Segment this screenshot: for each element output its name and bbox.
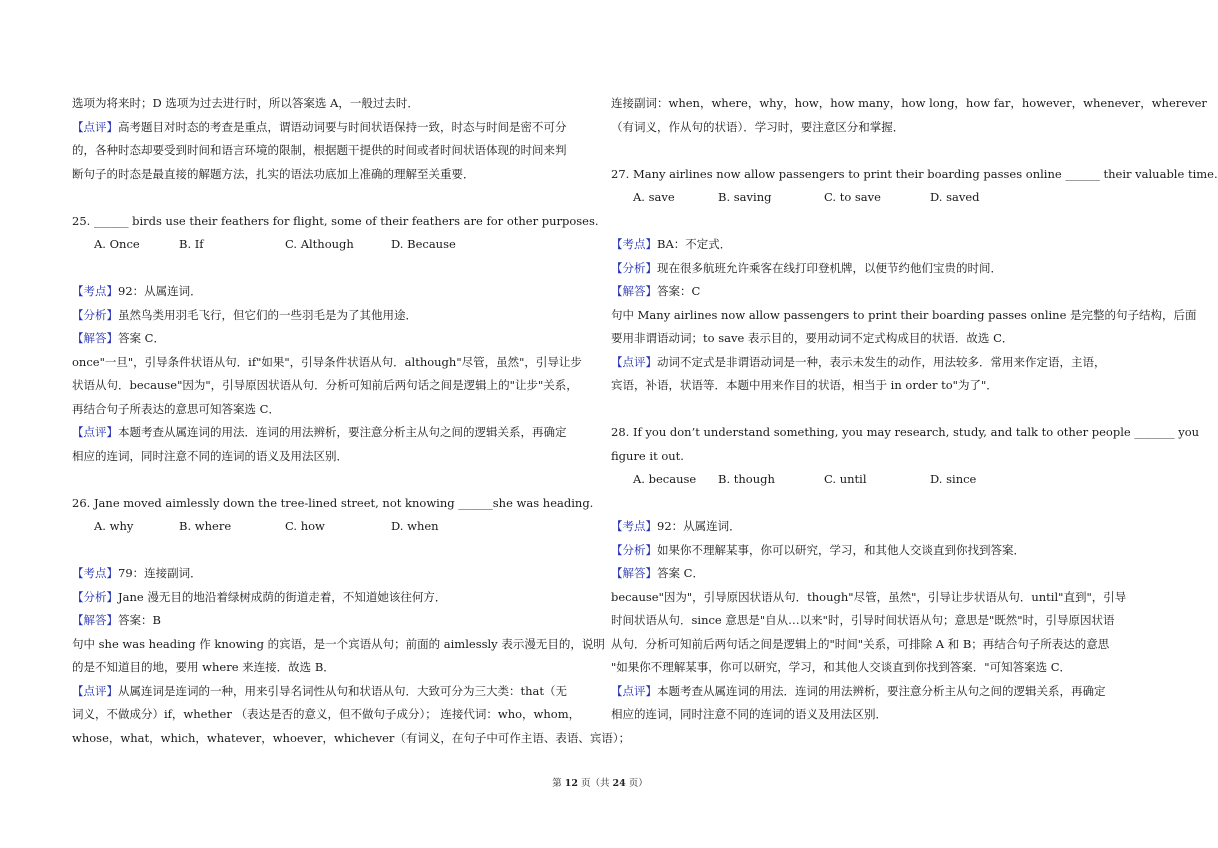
comment-tag: 【点评】	[72, 119, 118, 134]
q25-comment: 【点评】本题考查从属连词的用法．连词的用法辨析，要注意分析主从句之间的逻辑关系，再确定	[72, 425, 567, 439]
q28-answer: 【解答】答案 C．	[611, 566, 704, 580]
option-a: A. save	[633, 190, 675, 204]
q28-explanation-4: "如果你不理解某事，你可以研究，学习，和其他人交谈直到你找到答案．"可知答案选 C．	[611, 660, 1072, 674]
q27-comment-2: 宾语，补语，状语等．本题中用来作目的状语，相当于 in order to"为了"．	[611, 378, 998, 392]
q26-analysis: 【分析】Jane 漫无目的地沿着绿树成荫的街道走着，不知道她该往何方．	[72, 589, 447, 604]
q28-options	[611, 468, 1139, 492]
q28-comment: 【点评】本题考查从属连词的用法．连词的用法辨析，要注意分析主从句之间的逻辑关系，再确定	[611, 683, 1106, 698]
q27-options	[611, 186, 1139, 210]
option-a: A. because	[633, 472, 697, 486]
q27-comment: 【点评】动词不定式是非谓语动词是一种，表示未发生的动作，用法较多．常用来作定语，主语，	[611, 354, 1106, 369]
q25-options	[72, 233, 600, 257]
option-d: D. when	[391, 519, 439, 533]
option-c: C. to save	[824, 190, 881, 204]
q24-comment-line3: 断句子的时态是最直接的解题方法，扎实的语法功底加上准确的理解至关重要．	[72, 166, 475, 181]
option-b: B. where	[179, 519, 232, 533]
option-c: C. until	[824, 472, 867, 486]
option-b: B. though	[718, 472, 775, 486]
page-footer: 第 12 页（共 24 页）	[552, 778, 648, 789]
q28-stem-2: figure it out.	[611, 448, 684, 463]
q26-point: 【考点】79：连接副词．	[72, 566, 202, 580]
q26-stem: 26. Jane moved aimlessly down the tree-lined street, not knowing ______she was heading.	[72, 495, 594, 510]
q28-comment-2: 相应的连词，同时注意不同的连词的语义及用法区别．	[611, 707, 887, 721]
right-column	[611, 92, 1218, 727]
q26-comment-3: whose，what，which，whatever，whoever，whichever（有词义，在句子中可作主语、表语、宾语）；	[72, 730, 631, 745]
q26-tail-line-1: 连接副词：when，where，why，how，how many，how long，how far，however，whenever，wherever	[611, 96, 1207, 110]
q27-explanation-2: 要用非谓语动词；to save 表示目的，要用动词不定式构成目的状语．故选 C．	[611, 331, 1014, 345]
q27-explanation-1: 句中 Many airlines now allow passengers to print their boarding passes online 是完整的句子结构，后面	[611, 307, 1197, 322]
q25-comment-2: 相应的连词，同时注意不同的连词的语义及用法区别．	[72, 448, 348, 463]
q27-stem: 27. Many airlines now allow passengers to print their boarding passes online ______ their valuable time.	[611, 166, 1218, 181]
q26-explanation-2: 的是不知道目的地，要用 where 来连接．故选 B．	[72, 660, 335, 674]
page-number: 12	[564, 778, 578, 789]
q24-comment: 【点评】高考题目对时态的考查是重点，谓语动词要与时间状语保持一致，时态与时间是密不可分	[72, 119, 567, 134]
q24-comment-line2: 的，各种时态却要受到时间和语言环境的限制，根据题干提供的时间或者时间状语体现的时间来判	[72, 143, 567, 157]
q28-explanation-1: because"因为"，引导原因状语从句．though"尽管，虽然"，引导让步状语从句．until"直到"，引导	[611, 589, 1127, 604]
q27-analysis: 【分析】现在很多航班允许乘客在线打印登机牌，以便节约他们宝贵的时间．	[611, 260, 1002, 275]
option-c: C. Although	[285, 237, 354, 251]
q25-explanation-3: 再结合句子所表达的意思可知答案选 C．	[72, 401, 280, 416]
q27-point: 【考点】BA：不定式．	[611, 237, 732, 251]
option-a: A. Once	[94, 237, 140, 251]
q24-tail-line: 选项为将来时；D 选项为过去进行时，所以答案选 A，一般过去时．	[72, 96, 419, 110]
q25-stem: 25. ______ birds use their feathers for flight, some of their feathers are for other purposes.	[72, 213, 599, 228]
option-b: B. If	[179, 237, 204, 251]
option-d: D. since	[930, 472, 977, 486]
q28-analysis: 【分析】如果你不理解某事，你可以研究，学习，和其他人交谈直到你找到答案．	[611, 542, 1025, 557]
q28-explanation-3: 从句．分析可知前后两句话之间是逻辑上的"时间"关系，可排除 A 和 B；再结合句子所表达的意思	[611, 636, 1110, 651]
q26-explanation-1: 句中 she was heading 作 knowing 的宾语，是一个宾语从句；前面的 aimlessly 表示漫无目的，说明	[72, 636, 605, 651]
q27-answer: 【解答】答案：C	[611, 284, 701, 298]
option-d: D. Because	[391, 237, 456, 251]
q25-point: 【考点】92：从属连词．	[72, 284, 202, 298]
option-d: D. saved	[930, 190, 980, 204]
option-a: A. why	[94, 519, 134, 533]
q26-comment-2: 词义，不做成分）if，whether （表达是否的意义，但不做句子成分）； 连接代词：who，whom，	[72, 707, 581, 721]
option-c: C. how	[285, 519, 325, 533]
q28-stem-1: 28. If you don’t understand something, you may research, study, and talk to other people _______ you	[611, 425, 1200, 439]
left-column	[72, 92, 631, 750]
q26-options	[72, 515, 600, 539]
q26-tail-line-2: （有词义，作从句的状语）．学习时，要注意区分和掌握．	[611, 119, 905, 134]
option-b: B. saving	[718, 190, 772, 204]
q25-analysis: 【分析】虽然鸟类用羽毛飞行，但它们的一些羽毛是为了其他用途．	[72, 307, 417, 322]
total-pages: 24	[612, 778, 626, 789]
q26-answer: 【解答】答案：B	[72, 613, 161, 627]
q25-explanation-1: once"一旦"，引导条件状语从句．if"如果"，引导条件状语从句．although"尽管，虽然"，引导让步	[72, 354, 582, 369]
q25-explanation-2: 状语从句．because"因为"，引导原因状语从句．分析可知前后两句话之间是逻辑上的"让步"关系，	[72, 378, 578, 392]
q28-explanation-2: 时间状语从句．since 意思是"自从…以来"时，引导时间状语从句；意思是"既然"时，引导原因状语	[611, 613, 1115, 627]
q25-answer: 【解答】答案 C．	[72, 331, 165, 345]
q28-point: 【考点】92：从属连词．	[611, 519, 741, 533]
q26-comment: 【点评】从属连词是连词的一种，用来引导名词性从句和状语从句．大致可分为三大类：that（无	[72, 683, 568, 698]
